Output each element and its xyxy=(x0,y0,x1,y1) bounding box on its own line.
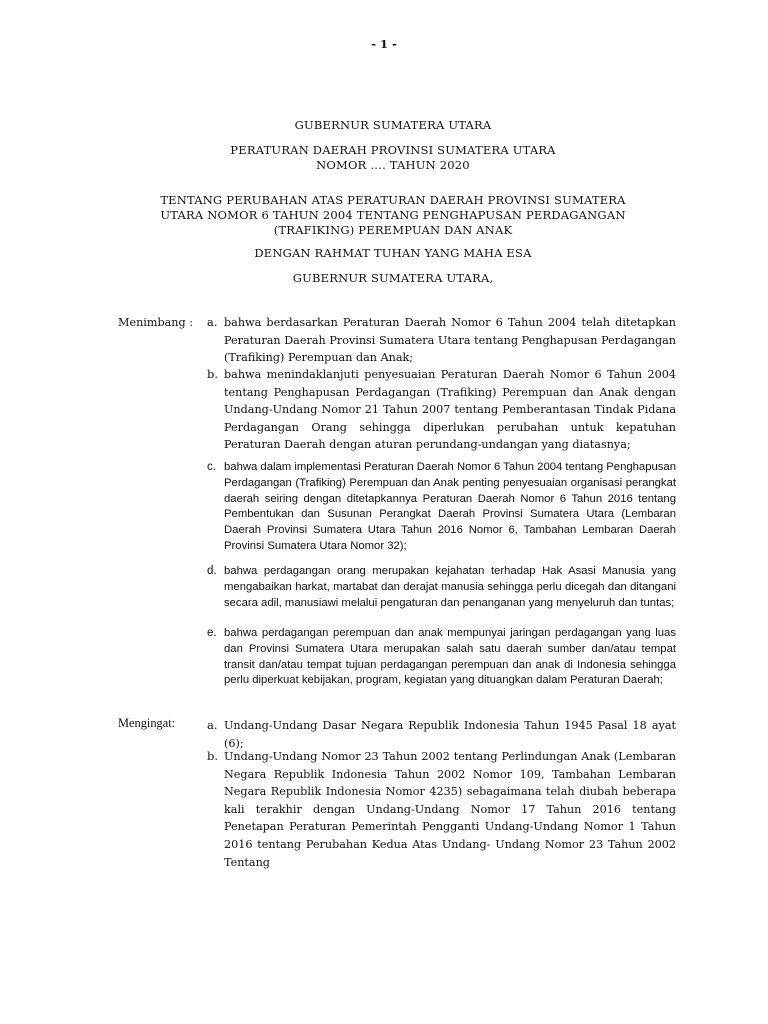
item-letter: a. xyxy=(207,315,218,329)
item-letter: b. xyxy=(207,367,219,381)
regulation-title-line2: NOMOR …. TAHUN 2020 xyxy=(316,158,470,172)
regulation-title-line1: PERATURAN DAERAH PROVINSI SUMATERA UTARA xyxy=(230,143,556,157)
about-line3: (TRAFIKING) PEREMPUAN DAN ANAK xyxy=(273,223,513,237)
item-letter: e. xyxy=(207,627,217,639)
item-letter: d. xyxy=(207,565,217,577)
item-text: bahwa perdagangan orang merupakan kejahatan terhadap Hak Asasi Manusia yang mengabaikan harkat, martabat dan derajat manusia sehingga perlu dicegah dan ditangani secara adil, manusiawi melalui pengaturan dan penanganan yang menyeluruh dan tuntas; xyxy=(224,565,676,609)
item-text: bahwa menindaklanjuti penyesuaian Peraturan Daerah Nomor 6 Tahun 2004 tentang Penghapusan Perdagangan (Trafiking) Perempuan dan Anak dengan Undang-Undang Nomor 21 Tahun 2007 tentang Pemberantasan Tindak Pidana Perdagangan Orang sehingga diperlukan perubahan untuk kepatuhan Peraturan Daerah dengan aturan perundang-undangan yang diatasnya; xyxy=(224,368,676,452)
governor-title: GUBERNUR SUMATERA UTARA xyxy=(294,118,492,132)
item-text: bahwa berdasarkan Peraturan Daerah Nomor 6 Tahun 2004 telah ditetapkan Peraturan Daerah Provinsi Sumatera Utara tentang Penghapusan Perdagangan (Trafiking) Perempuan dan Anak; xyxy=(224,316,676,365)
item-text: Undang-Undang Dasar Negara Republik Indonesia Tahun 1945 Pasal 18 ayat (6); xyxy=(224,719,676,750)
item-text: bahwa dalam implementasi Peraturan Daerah Nomor 6 Tahun 2004 tentang Penghapusan Perdagangan (Trafiking) Perempuan dan Anak penting penyesuaian organisasi perangkat daerah seiring dengan ditetapkannya Peraturan Daerah Nomor 6 Tahun 2016 tentang Pembentukan dan Susunan Perangkat Daerah Provinsi Sumatera Utara (Lembaran Daerah Provinsi Sumatera Utara Tahun 2016 Nomor 6, Tambahan Lembaran Daerah Provinsi Sumatera Utara Nomor 32); xyxy=(224,461,676,552)
about-line1: TENTANG PERUBAHAN ATAS PERATURAN DAERAH PROVINSI SUMATERA xyxy=(160,193,626,207)
page-number: - 1 - xyxy=(371,37,397,51)
menimbang-label: Menimbang : xyxy=(118,316,193,329)
governor-signoff: GUBERNUR SUMATERA UTARA, xyxy=(292,271,494,285)
item-letter: b. xyxy=(207,749,219,763)
mengingat-label: Mengingat: xyxy=(118,716,176,730)
blessing-line: DENGAN RAHMAT TUHAN YANG MAHA ESA xyxy=(254,246,532,260)
about-line2: UTARA NOMOR 6 TAHUN 2004 TENTANG PENGHAPUSAN PERDAGANGAN xyxy=(160,208,626,222)
item-letter: a. xyxy=(207,718,218,732)
item-text: Undang-Undang Nomor 23 Tahun 2002 tentang Perlindungan Anak (Lembaran Negara Republik Indonesia Tahun 2002 Nomor 109, Tambahan Lembaran Negara Republik Indonesia Nomor 4235) sebagaimana telah diubah beberapa kali terakhir dengan Undang-Undang Nomor 17 Tahun 2016 tentang Penetapan Peraturan Pemerintah Pengganti Undang-Undang Nomor 1 Tahun 2016 tentang Perubahan Kedua Atas Undang- Undang Nomor 23 Tahun 2002 Tentang xyxy=(224,750,676,869)
item-letter: c. xyxy=(207,461,216,473)
item-text: bahwa perdagangan perempuan dan anak mempunyai jaringan perdagangan yang luas dan Provinsi Sumatera Utara merupakan salah satu daerah sumber dan/atau tempat transit dan/atau tempat tujuan perdagangan perempuan dan anak di Indonesia sehingga perlu diperkuat kebijakan, program, kegiatan yang dituangkan dalam Peraturan Daerah; xyxy=(224,627,676,687)
